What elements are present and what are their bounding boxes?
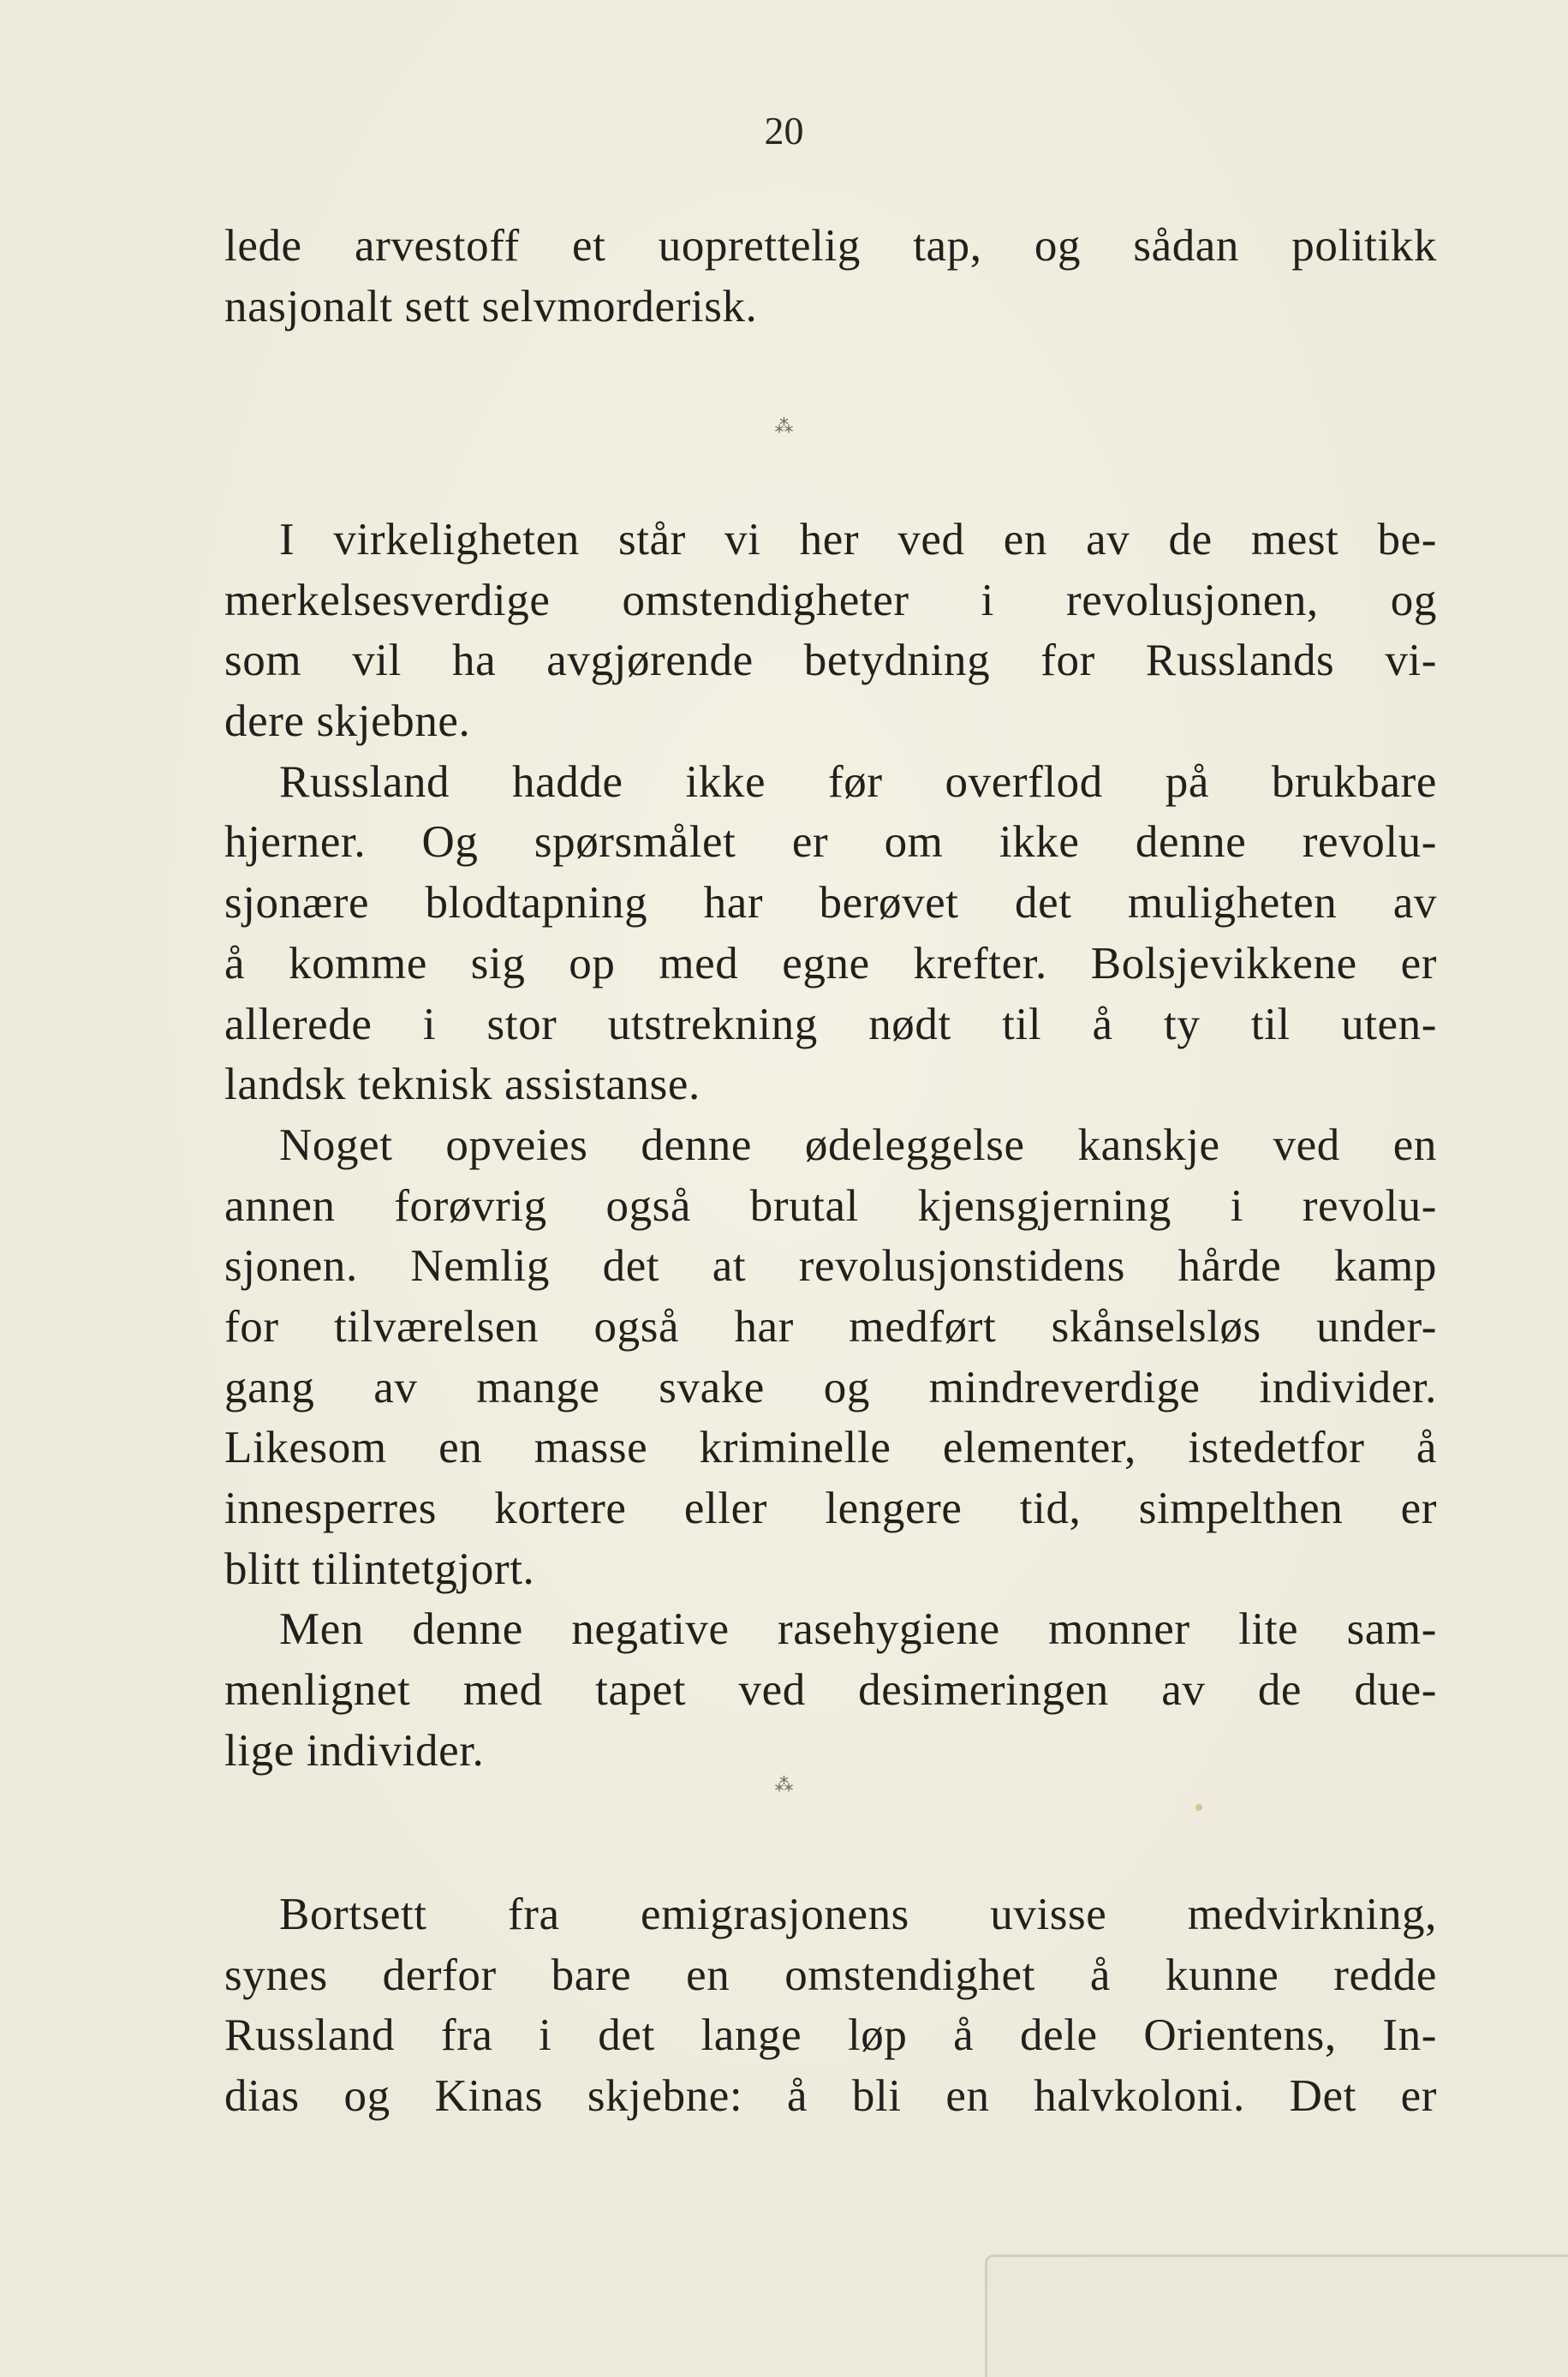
text-line: sjonære blodtapning har berøvet det muligheten av bbox=[224, 878, 1437, 929]
text-line: blitt tilintetgjort. bbox=[224, 1544, 535, 1594]
page-number: 20 bbox=[764, 109, 804, 152]
text-line: Russland fra i det lange løp å dele Orientens, In- bbox=[224, 2010, 1437, 2061]
text-block-1 bbox=[224, 216, 1437, 337]
text-line: hjerner. Og spørsmålet er om ikke denne revolu- bbox=[224, 817, 1437, 868]
text-block-3 bbox=[224, 1884, 1437, 2127]
text-line: for tilværelsen også har medført skånselsløs under- bbox=[224, 1301, 1437, 1352]
text-line: lige individer. bbox=[224, 1725, 485, 1776]
text-line: nasjonalt sett selvmorderisk. bbox=[224, 281, 758, 331]
paper-speck bbox=[1195, 1804, 1202, 1811]
text-line: Likesom en masse kriminelle elementer, istedetfor å bbox=[224, 1423, 1437, 1473]
text-line: menlignet med tapet ved desimeringen av de due- bbox=[224, 1665, 1437, 1716]
text-line: Men denne negative rasehygiene monner lite sam- bbox=[279, 1604, 1437, 1655]
text-line: synes derfor bare en omstendighet å kunne redde bbox=[224, 1950, 1437, 2000]
text-line: dere skjebne. bbox=[224, 696, 471, 747]
text-line: å komme sig op med egne krefter. Bolsjevikkene er bbox=[224, 938, 1437, 988]
text-line: sjonen. Nemlig det at revolusjonstidens hårde kamp bbox=[224, 1241, 1437, 1292]
text-line: innesperres kortere eller lengere tid, simpelthen er bbox=[224, 1484, 1437, 1533]
text-line: landsk teknisk assistanse. bbox=[224, 1060, 701, 1110]
text-line: Bortsett fra emigrasjonens uvisse medvirkning, bbox=[279, 1890, 1437, 1939]
text-block-2 bbox=[224, 510, 1437, 1781]
text-line: Russland hadde ikke før overflod på brukbare bbox=[279, 756, 1437, 807]
section-divider: ⁂ bbox=[774, 1775, 794, 1796]
text-line: dias og Kinas skjebne: å bli en halvkoloni. Det er bbox=[224, 2071, 1437, 2122]
section-divider: ⁂ bbox=[774, 416, 794, 438]
text-line: lede arvestoff et uoprettelig tap, og sådan politikk bbox=[224, 221, 1437, 271]
text-line: allerede i stor utstrekning nødt til å ty til uten- bbox=[224, 999, 1437, 1049]
text-line: annen forøvrig også brutal kjensgjerning i revolu- bbox=[224, 1180, 1437, 1231]
text-line: gang av mange svake og mindreverdige individer. bbox=[224, 1362, 1437, 1412]
paper-corner-mark bbox=[985, 2255, 1568, 2377]
text-line: I virkeligheten står vi her ved en av de mest be- bbox=[279, 515, 1437, 564]
text-line: Noget opveies denne ødeleggelse kanskje ved en bbox=[279, 1120, 1437, 1170]
text-line: merkelsesverdige omstendigheter i revolusjonen, og bbox=[224, 575, 1437, 625]
text-line: som vil ha avgjørende betydning for Russlands vi- bbox=[224, 636, 1437, 686]
